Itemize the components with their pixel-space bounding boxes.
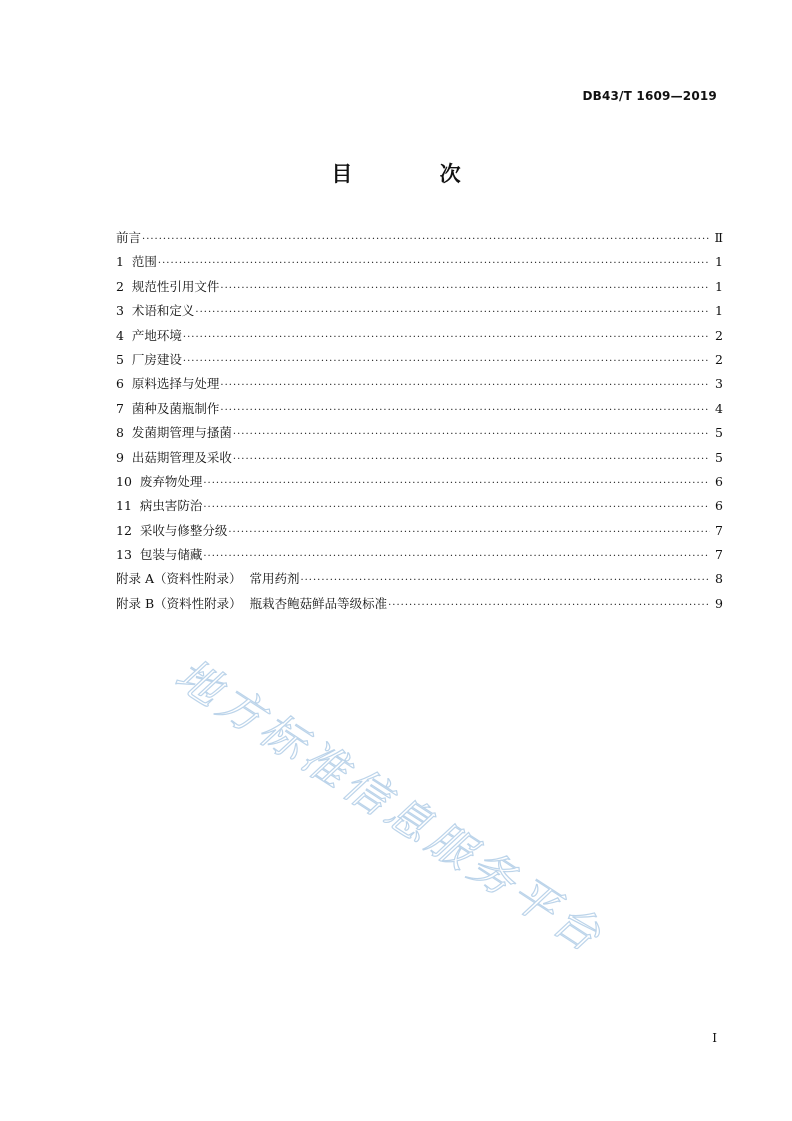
toc-entry-page: 2 [715,327,723,343]
toc-entry-number: 1 [116,254,132,270]
toc-entry-label: 前言 [116,230,142,245]
toc-entry-label: 采收与修整分级 [139,522,228,538]
toc-entry[interactable] [116,324,723,348]
toc-entry[interactable] [116,592,723,616]
toc-entry-label: 厂房建设 [131,351,182,367]
toc-entry[interactable] [116,348,723,372]
toc-dot-leader [388,594,710,618]
toc-entry[interactable] [116,397,723,421]
toc-entry-number: 8 [116,425,132,441]
toc-entry-label: 范围 [131,254,157,270]
page-number: I [712,1031,717,1045]
toc-entry-page: 1 [715,303,723,319]
toc-entry-page: 4 [715,400,723,416]
toc-entry-label: 菌种及菌瓶制作 [131,400,220,416]
toc-entry-page: 5 [715,425,723,441]
toc-entry[interactable] [116,275,723,299]
toc-entry-page: 5 [715,449,723,465]
toc-entry[interactable] [116,519,723,543]
toc-entry-number: 13 [116,547,140,563]
toc-entry-page: 9 [715,595,723,611]
toc-entry-label: 病虫害防治 [139,498,203,514]
toc-entry-label: 附录 A（资料性附录） 常用药剂 [116,571,300,587]
toc-entry-label: 附录 B（资料性附录） 瓶栽杏鲍菇鲜品等级标准 [116,595,388,611]
page-title: 目 次 [331,162,501,186]
toc-dot-leader [195,301,710,325]
toc-dot-leader [203,472,710,496]
toc-entry-number: 4 [116,327,132,343]
toc-dot-leader [220,399,710,423]
toc-entry[interactable] [116,567,723,591]
toc-entry-label: 产地环境 [131,327,182,343]
toc-entry[interactable] [116,446,723,470]
toc-entry-number: 9 [116,449,132,465]
toc-entry-page: 6 [715,473,723,489]
toc-entry-number: 10 [116,473,140,489]
toc-dot-leader [233,423,710,447]
toc-dot-leader [220,277,710,301]
toc-entry-label: 废弃物处理 [139,473,203,489]
toc-entry-label: 规范性引用文件 [131,278,220,294]
toc-entry-label: 原料选择与处理 [131,376,220,392]
toc-dot-leader [183,350,710,374]
toc-entry-page: 7 [715,547,723,563]
toc-dot-leader [203,496,710,520]
toc-entry-number: 6 [116,376,132,392]
toc-entry[interactable] [116,543,723,567]
toc-dot-leader [183,326,710,350]
toc-entry[interactable] [116,250,723,274]
toc-entry-page: Ⅱ [714,230,723,245]
watermark: 地方标准信息服务平台 [166,649,614,965]
toc-entry-number: 11 [116,498,140,514]
toc-entry-page: 2 [715,351,723,367]
toc-dot-leader [228,521,710,545]
toc-entry[interactable] [116,421,723,445]
toc-entry[interactable] [116,372,723,396]
toc-entry-page: 3 [715,376,723,392]
toc-entry-page: 6 [715,498,723,514]
toc-entry-number: 3 [116,303,132,319]
toc-entry-number: 7 [116,400,132,416]
toc-entry-number: 2 [116,278,132,294]
toc-dot-leader [203,545,710,569]
toc-entry[interactable] [116,494,723,518]
toc-entry-number: 5 [116,351,132,367]
toc-entry-number: 12 [116,522,140,538]
toc-entry-label: 包装与储藏 [139,547,203,563]
toc-entry-label: 出菇期管理及采收 [131,449,232,465]
toc-entry-page: 1 [715,254,723,270]
toc-dot-leader [233,448,710,472]
toc-entry[interactable] [116,299,723,323]
toc-entry-page: 7 [715,522,723,538]
toc-dot-leader [220,374,710,398]
toc-entry[interactable] [116,470,723,494]
toc-dot-leader [300,569,710,593]
document-code: DB43/T 1609—2019 [582,89,717,103]
toc-entry-label: 发菌期管理与搔菌 [131,425,232,441]
toc-entry[interactable] [116,226,723,250]
toc-entry-page: 1 [715,278,723,294]
toc-dot-leader [142,228,710,252]
toc-entry-page: 8 [715,571,723,587]
toc-dot-leader [158,252,710,276]
toc-entry-label: 术语和定义 [131,303,195,319]
table-of-contents [116,226,723,616]
